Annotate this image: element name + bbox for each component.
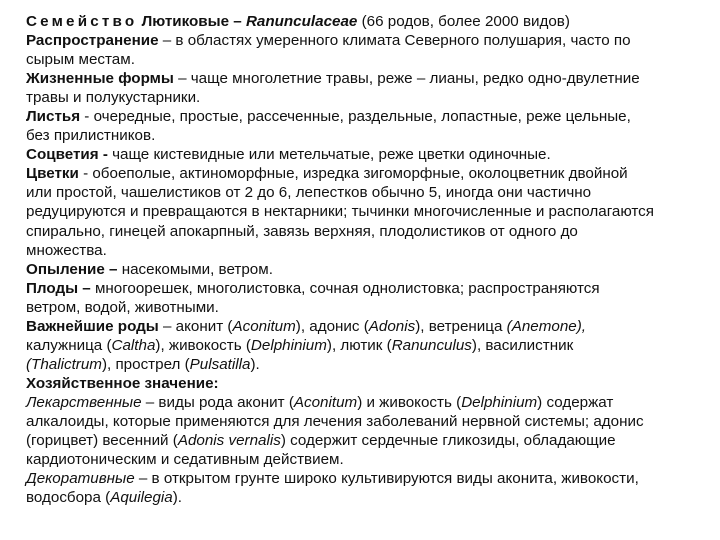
medicinal-line-1	[26, 393, 698, 412]
fruits-line-1	[26, 279, 698, 298]
genera-text: – аконит (	[158, 317, 233, 335]
economic-label: Хозяйственное значение:	[26, 374, 219, 392]
leaves-line-1	[26, 107, 698, 126]
medicinal-text: ) и живокость (	[357, 393, 462, 411]
family-heading	[26, 12, 698, 31]
medicinal-text: – виды рода аконит (	[141, 393, 294, 411]
flowers-label: Цветки	[26, 165, 79, 183]
inflorescence-label: Соцветия -	[26, 146, 108, 164]
family-note: (66 родов, более 2000 видов)	[361, 13, 570, 30]
genera-text: калужница (	[26, 336, 112, 354]
latin-pulsatilla: Pulsatilla	[189, 355, 251, 373]
medicinal-line-4	[26, 450, 698, 469]
fruits-line-2	[26, 298, 698, 317]
flowers-line-5	[26, 241, 698, 260]
genera-text: ).	[250, 355, 260, 373]
fruits-text: многоорешек, многолистовка, сочная однолистовка; распространяются	[90, 279, 600, 297]
life-forms-text-cont: травы и полукустарники.	[26, 89, 201, 107]
family-label: Семейство	[26, 13, 138, 30]
family-latin-name: Ranunculaceae	[245, 13, 358, 30]
decorative-text: – в открытом грунте широко культивируются виды аконита, живокости,	[134, 470, 639, 488]
latin-adonis-vernalis: Adonis vernalis	[177, 432, 281, 450]
flowers-text-4: спирально, гинецей апокарпный, завязь верхняя, плодолистиков от одного до	[26, 222, 578, 240]
leaves-label: Листья	[26, 108, 81, 126]
latin-aconitum: Aconitum	[232, 317, 296, 335]
family-name: Лютиковые	[141, 13, 230, 30]
medicinal-line-2	[26, 412, 698, 431]
leaves-line-2	[26, 126, 698, 145]
flowers-line-4	[26, 222, 698, 241]
flowers-text-5: множества.	[26, 241, 107, 259]
life-forms-line-2	[26, 88, 698, 107]
pollination-label: Опыление –	[26, 260, 118, 278]
latin-caltha: Caltha	[111, 336, 156, 354]
inflorescence-text: чаще кистевидные или метельчатые, реже цветки одиночные.	[107, 146, 551, 164]
genera-text: ), прострел (	[101, 355, 190, 373]
medicinal-label: Лекарственные	[26, 393, 142, 411]
latin-ranunculus: Ranunculus	[391, 336, 472, 354]
flowers-text: - обоеполые, актиноморфные, изредка зигоморфные, околоцветник двойной	[78, 165, 628, 183]
latin-thalictrum: (Thalictrum	[26, 355, 102, 373]
leaves-text: - очередные, простые, рассеченные, раздельные, лопастные, реже цельные,	[80, 108, 631, 126]
latin-adonis: Adonis	[368, 317, 416, 335]
distribution-text: – в областях умеренного климата Северного полушария, часто по	[158, 32, 631, 50]
decorative-text-2b: ).	[172, 489, 183, 507]
pollination-text: насекомыми, ветром.	[117, 260, 273, 278]
genera-line-3	[26, 355, 698, 374]
economic-heading	[26, 374, 698, 393]
genera-line-1	[26, 317, 698, 336]
latin-delphinium: Delphinium	[461, 393, 538, 411]
medicinal-text: ) содержат	[537, 393, 614, 411]
distribution-line-2	[26, 50, 698, 69]
medicinal-text-2: алкалоиды, которые применяются для лечения заболеваний нервной системы; адонис	[26, 412, 644, 430]
latin-anemone: (Anemone),	[506, 317, 587, 335]
pollination-line	[26, 260, 698, 279]
genera-text: ), ветреница	[415, 317, 507, 335]
flowers-line-2	[26, 183, 698, 202]
fruits-label: Плоды –	[26, 279, 91, 297]
medicinal-text-3: (горицвет) весенний (	[26, 432, 178, 450]
medicinal-text-3b: ) содержит сердечные гликозиды, обладающие	[280, 432, 616, 450]
genera-text: ), адонис (	[295, 317, 369, 335]
decorative-text-2: водосбора (	[26, 489, 111, 507]
life-forms-label: Жизненные формы	[26, 70, 174, 88]
inflorescence-line	[26, 145, 698, 164]
genera-text: ), живокость (	[155, 336, 251, 354]
life-forms-text: – чаще многолетние травы, реже – лианы, редко одно-двулетние	[173, 70, 640, 88]
medicinal-text-4: кардиотоническим и седативным действием.	[26, 451, 344, 469]
latin-aquilegia: Aquilegia	[110, 489, 173, 507]
decorative-line-1	[26, 469, 698, 488]
flowers-text-3: редуцируются и превращаются в нектарники; тычинки многочисленные и располагаются	[26, 203, 655, 221]
genera-text: ), василистник	[471, 336, 574, 354]
decorative-label: Декоративные	[26, 470, 135, 488]
decorative-line-2	[26, 488, 698, 507]
distribution-line-1	[26, 31, 698, 50]
flowers-line-3	[26, 202, 698, 221]
distribution-text-cont: сырым местам.	[26, 51, 135, 69]
latin-delphinium: Delphinium	[250, 336, 327, 354]
medicinal-line-3	[26, 431, 698, 450]
family-dash: –	[229, 13, 246, 30]
life-forms-line-1	[26, 69, 698, 88]
fruits-text-cont: ветром, водой, животными.	[26, 298, 219, 316]
genera-label: Важнейшие роды	[26, 317, 159, 335]
flowers-line-1	[26, 164, 698, 183]
latin-aconitum: Aconitum	[293, 393, 358, 411]
distribution-label: Распространение	[26, 32, 159, 50]
flowers-text-2: или простой, чашелистиков от 2 до 6, лепестков обычно 5, иногда они частично	[26, 184, 592, 202]
genera-text: ), лютик (	[326, 336, 392, 354]
leaves-text-cont: без прилистников.	[26, 127, 156, 145]
genera-line-2	[26, 336, 698, 355]
